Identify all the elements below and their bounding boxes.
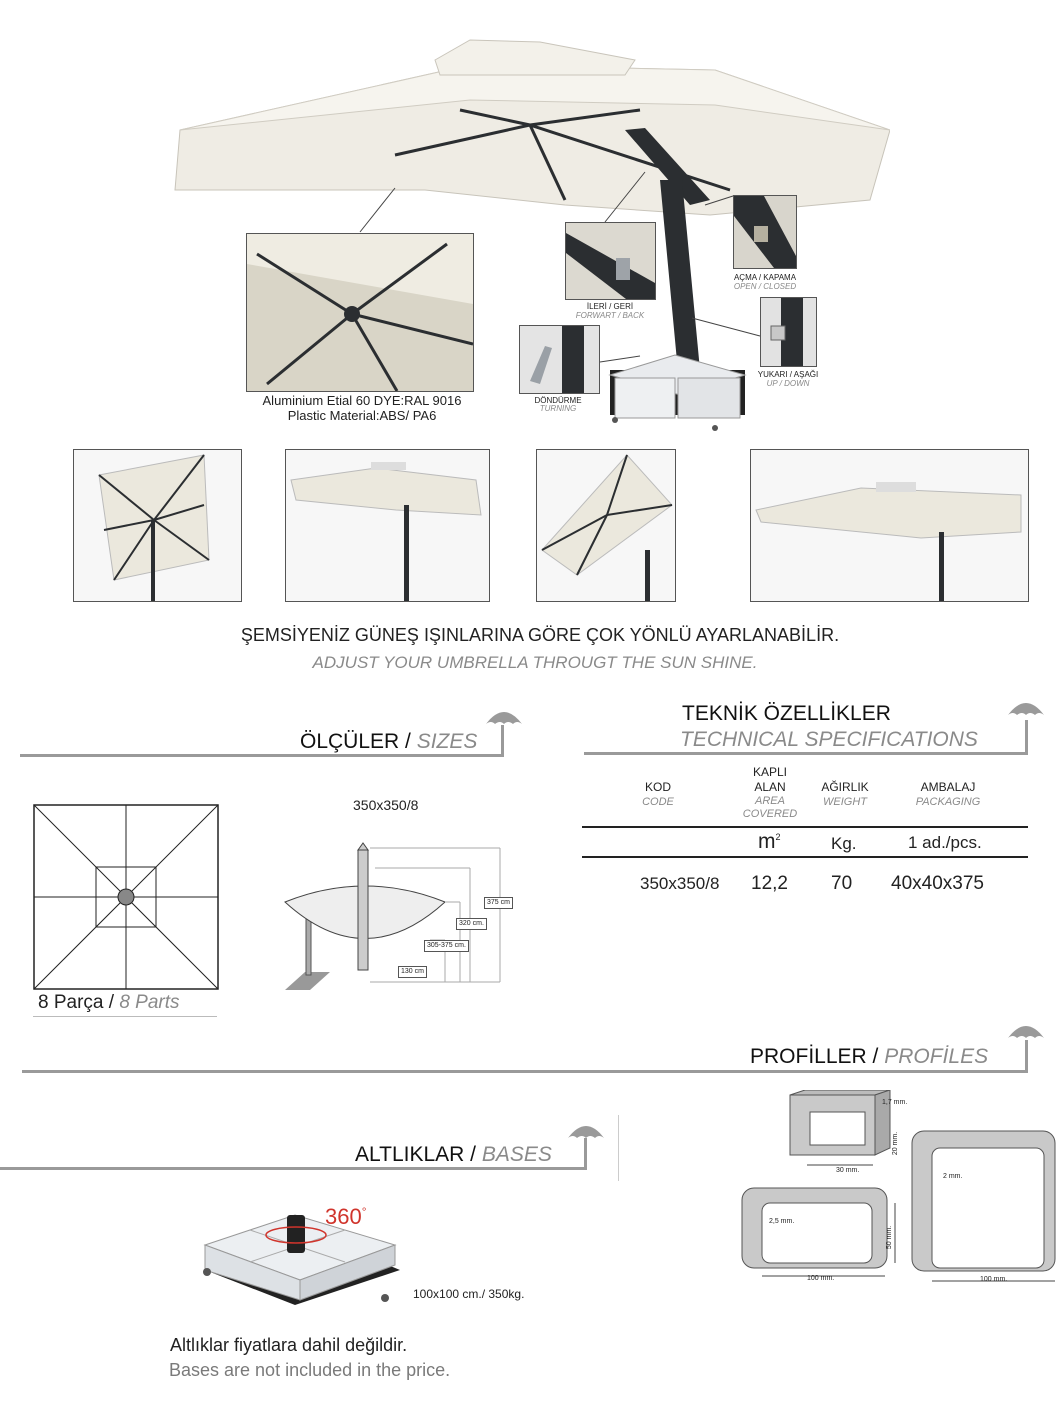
profile-square-drawing xyxy=(910,1128,1058,1288)
tech-heading-en: TECHNICAL SPECIFICATIONS xyxy=(680,728,978,751)
canopy-top-view xyxy=(33,804,219,990)
open-close-caption-tr: AÇMA / KAPAMA xyxy=(733,273,797,282)
parts-label-tr: 8 Parça / xyxy=(38,992,115,1013)
profiles-heading-en: PROFİLES xyxy=(884,1045,989,1068)
profiles-heading-tr: PROFİLLER / xyxy=(750,1045,879,1068)
umbrella-icon xyxy=(1006,1020,1046,1050)
profile-small-width: 30 mm. xyxy=(836,1167,860,1174)
sizes-heading xyxy=(300,730,477,754)
profile-square-width: 100 mm. xyxy=(980,1276,1008,1283)
col-area-tr2: ALAN xyxy=(754,780,786,794)
col-code-header xyxy=(618,780,698,810)
dim-total-height: 375 cm xyxy=(484,897,513,909)
parts-label xyxy=(38,992,180,1014)
angle-photo-3 xyxy=(536,449,676,602)
table-rule-mid xyxy=(582,856,1028,858)
parts-underline xyxy=(33,1016,217,1017)
forward-back-photo xyxy=(565,222,656,300)
row-code: 350x350/8 xyxy=(640,874,720,893)
unit-area-m: m xyxy=(758,830,776,853)
umbrella-icon xyxy=(566,1120,606,1150)
unit-pack: 1 ad./pcs. xyxy=(908,833,982,852)
tech-heading-tr: TEKNİK ÖZELLİKLER xyxy=(682,702,891,725)
parts-label-en: 8 Parts xyxy=(119,992,180,1013)
profile-medium-width: 100 mm. xyxy=(807,1275,835,1282)
bases-heading-tr: ALTLIKLAR / xyxy=(355,1143,476,1166)
rotation-value: 360 xyxy=(325,1204,362,1229)
adjust-title-en: ADJUST YOUR UMBRELLA THROUGT THE SUN SHINE. xyxy=(312,653,758,672)
sizes-rule xyxy=(20,754,504,757)
col-code-tr: KOD xyxy=(644,780,671,794)
bases-heading-en: BASES xyxy=(481,1143,552,1166)
adjust-title-tr: ŞEMSİYENİZ GÜNEŞ IŞINLARINA GÖRE ÇOK YÖNLÜ AYARLANABİLİR. xyxy=(240,625,840,645)
col-pack-tr: AMBALAJ xyxy=(920,780,976,794)
model-label: 350x350/8 xyxy=(353,797,419,813)
row-pack: 40x40x375 xyxy=(891,873,984,894)
forward-back-caption-tr: İLERİ / GERİ xyxy=(586,302,634,311)
turning-caption-en: TURNING xyxy=(539,404,577,413)
tech-rule xyxy=(584,752,1028,755)
up-down-photo xyxy=(760,297,817,367)
bases-heading xyxy=(355,1143,552,1167)
base-illustration xyxy=(195,1200,410,1320)
material-line-2: Plastic Material:ABS/ PA6 xyxy=(287,408,437,423)
bases-note-en: Bases are not included in the price. xyxy=(169,1360,451,1380)
sizes-heading-en: SIZES xyxy=(416,730,478,753)
open-close-photo xyxy=(733,195,797,269)
row-area: 12,2 xyxy=(751,873,788,894)
rib-detail-photo xyxy=(246,233,474,392)
profile-medium-drawing xyxy=(740,1183,900,1283)
bases-vertical-divider xyxy=(618,1115,619,1181)
material-spec xyxy=(222,393,502,423)
umbrella-icon xyxy=(484,706,524,736)
sizes-heading-tr: ÖLÇÜLER / xyxy=(300,730,411,753)
angle-photo-1 xyxy=(73,449,242,602)
col-code-en: CODE xyxy=(642,796,674,808)
bases-rule xyxy=(0,1167,587,1170)
rotation-degree: ° xyxy=(361,1204,367,1219)
dim-canopy-height: 320 cm. xyxy=(456,918,487,930)
profiles-rule xyxy=(22,1070,1028,1073)
profile-small-drawing xyxy=(785,1090,895,1175)
base-spec: 100x100 cm./ 350kg. xyxy=(413,1287,525,1301)
up-down-caption-en: UP / DOWN xyxy=(766,379,810,388)
angle-photo-2 xyxy=(285,449,490,602)
profile-small-thickness: 1,7 mm. xyxy=(882,1099,908,1106)
profile-medium-height: 50 mm. xyxy=(886,1225,894,1250)
col-weight-en: WEIGHT xyxy=(823,796,867,808)
profiles-heading xyxy=(750,1045,988,1069)
table-rule-top xyxy=(582,826,1028,828)
turning-photo xyxy=(519,325,600,394)
col-weight-tr: AĞIRLIK xyxy=(821,780,869,794)
profile-small-height: 20 mm. xyxy=(892,1131,900,1156)
col-area-tr1: KAPLI xyxy=(752,765,788,779)
angle-photo-4 xyxy=(750,449,1029,602)
bases-note-tr: Altlıklar fiyatlara dahil değildir. xyxy=(170,1335,408,1355)
profile-medium-thickness: 2,5 mm. xyxy=(769,1218,795,1225)
col-area-en2: COVERED xyxy=(742,808,798,820)
profile-square-thickness: 2 mm. xyxy=(943,1173,963,1180)
dim-range: 305-375 cm. xyxy=(424,940,469,952)
dim-clearance: 130 cm xyxy=(398,966,427,978)
row-weight: 70 xyxy=(831,873,853,894)
turning-caption-tr: DÖNDÜRME xyxy=(534,396,582,405)
material-line-1: Aluminium Etial 60 DYE:RAL 9016 xyxy=(262,393,462,408)
col-weight-header xyxy=(805,780,885,810)
forward-back-caption-en: FORWART / BACK xyxy=(575,311,645,320)
col-area-header xyxy=(730,765,810,821)
unit-area xyxy=(758,830,781,854)
col-pack-header xyxy=(898,780,998,810)
unit-weight: Kg. xyxy=(831,834,857,853)
rotation-label xyxy=(325,1204,367,1230)
col-area-en1: AREA xyxy=(755,795,785,807)
unit-area-sup: 2 xyxy=(775,832,781,842)
open-close-caption-en: OPEN / CLOSED xyxy=(733,282,797,291)
col-pack-en: PACKAGING xyxy=(915,796,981,808)
umbrella-icon xyxy=(1006,697,1046,727)
up-down-caption-tr: YUKARI / AŞAĞI xyxy=(757,370,819,379)
